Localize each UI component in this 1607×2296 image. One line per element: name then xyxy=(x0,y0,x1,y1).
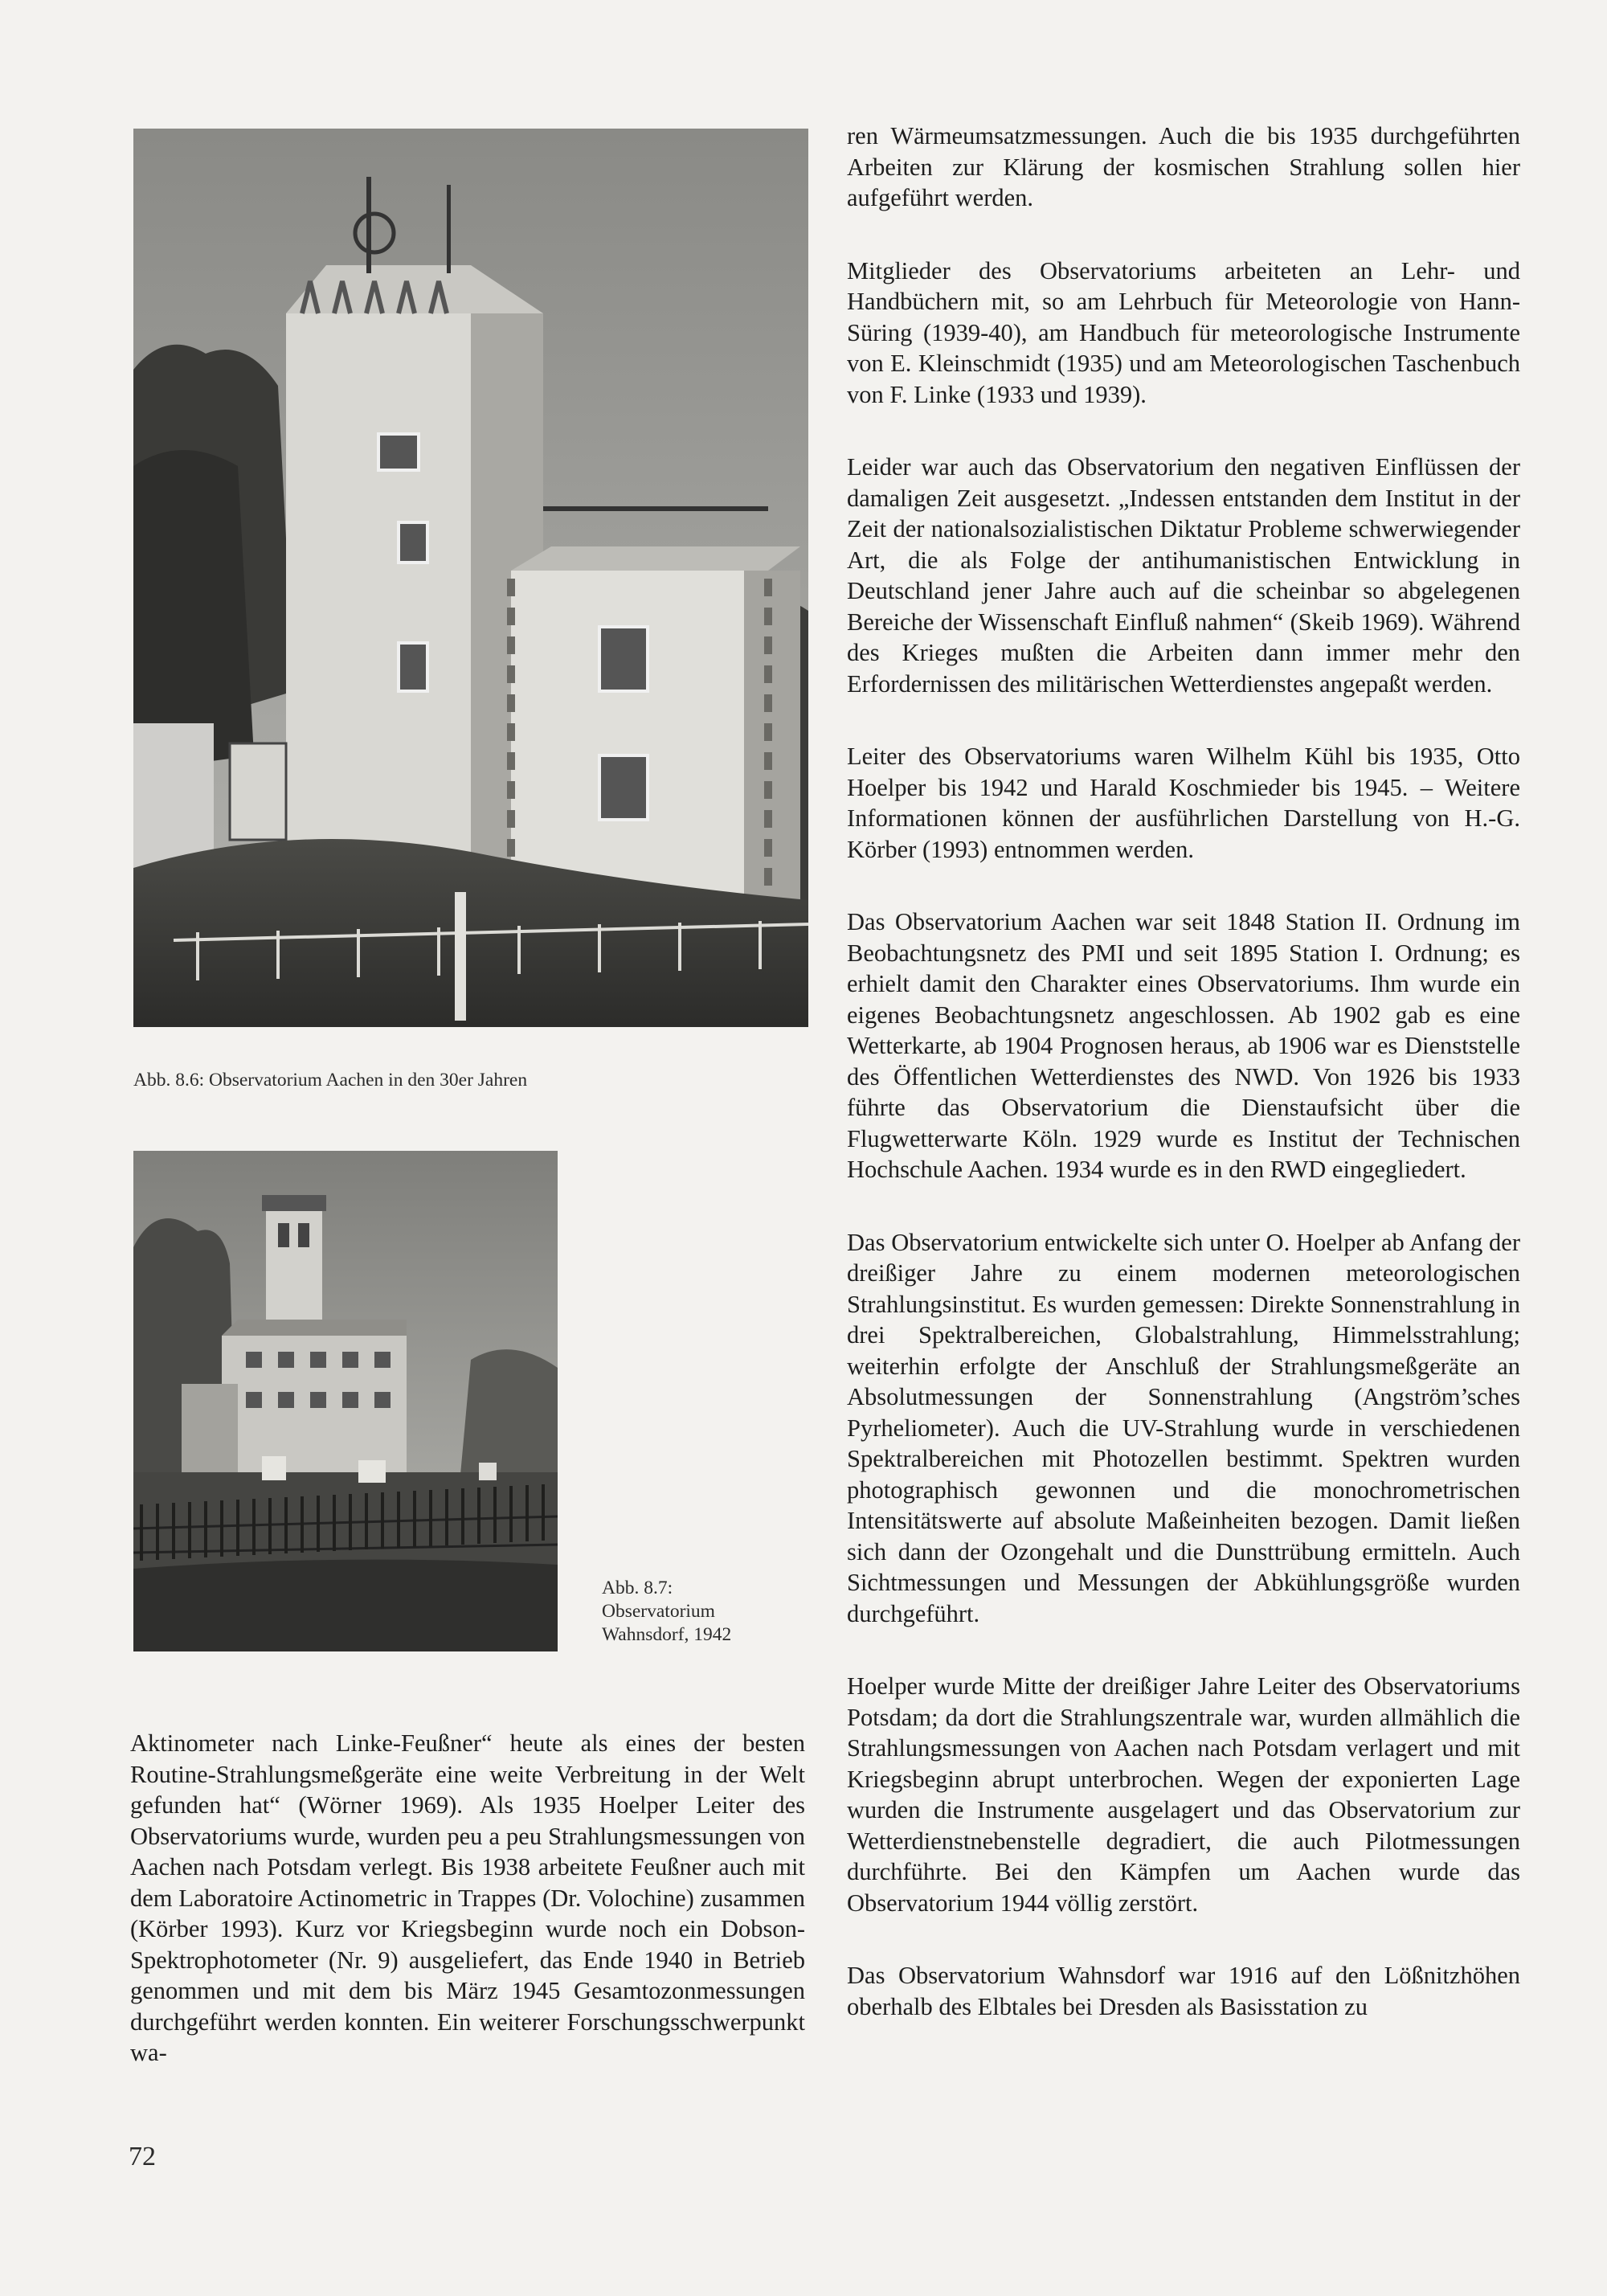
body-paragraph: Das Observatorium Wahnsdorf war 1916 auf den Lößnitzhöhen oberhalb des Elbtales bei Dresden als Basisstation zu xyxy=(847,1962,1520,2020)
body-paragraph: Leiter des Observatoriums waren Wilhelm Kühl bis 1935, Otto Hoelper bis 1942 und Harald Koschmieder bis 1945. – Weitere Informationen können der ausführlichen Darstellung von H.-G. Körber (1993) entnommen werden. xyxy=(847,743,1520,863)
body-paragraph: Hoelper wurde Mitte der dreißiger Jahre Leiter des Observatoriums Potsdam; da dort die Strahlungszentrale war, wurden allmählich die Strahlungsmessungen von Aachen nach Potsdam verlagert und mit Kriegsbeginn abrupt unterbrochen. Wegen der exponierten Lage wurden die Instrumente ausgelagert und das Observatorium zur Wetterdienstnebenstelle degradiert, die auch Pilotmessungen durchführte. Bei den Kämpfen um Aachen wurde das Observatorium 1944 völlig zerstört. xyxy=(847,1672,1520,1917)
body-paragraph: Das Observatorium Aachen war seit 1848 Station II. Ordnung im Beobachtungsnetz des PMI und seit 1895 Station I. Ordnung; es erhielt damit den Charakter eines Observatoriums. Ihm wurde ein eigenes Beobachtungsnetz angeschlossen. Ab 1902 gab es eine Wetterkarte, ab 1904 Prognosen heraus, ab 1906 war es Dienststelle des Öffentlichen Wetterdienstes des NWD. Von 1926 bis 1933 führte das Observatorium die Dienstaufsicht über die Flugwetterwarte Köln. 1929 wurde es Institut der Technischen Hochschule Aachen. 1934 wurde es in den RWD eingegliedert. xyxy=(847,908,1520,1183)
figure-caption-8-6: Abb. 8.6: Observatorium Aachen in den 30er Jahren xyxy=(133,1070,528,1091)
body-paragraph: Aktinometer nach Linke-Feußner“ heute als eines der besten Routine-Strahlungsmeßgeräte eine weite Verbreitung in der Welt gefunden hat“ (Wörner 1969). Als 1935 Hoelper Leiter des Observatoriums wurde, wurden peu a peu Strahlungsmessungen von Aachen nach Potsdam verlegt. Bis 1938 arbeitete Feußner auch mit dem Laboratoire Actinometric in Trappes (Dr. Volochine) zusammen (Körber 1993). Kurz vor Kriegsbeginn wurde noch ein Dobson-Spektrophotometer (Nr. 9) ausgeliefert, das Ende 1940 in Betrieb genommen und mit dem bis März 1945 Gesamtozonmessungen durchgeführt werden konnten. Ein weiterer Forschungsschwerpunkt wa- xyxy=(130,1729,805,2066)
photo-observatorium-wahnsdorf xyxy=(133,1151,558,1651)
figure-caption-8-7 xyxy=(602,1577,779,1647)
figure-caption-8-7-line: Wahnsdorf, 1942 xyxy=(602,1624,732,1645)
body-paragraph: Leider war auch das Observatorium den negativen Einflüssen der damaligen Zeit ausgesetzt. „Indessen entstanden dem Institut in der Zeit der nationalsozialistischen Diktatur Probleme schwerwiegender Art, die als Folge der antihumanistischen Entwicklung in Deutschland jener Jahre auch auf die scheinbar so abgelegenen Bereiche der Wissenschaft Einfluß nahmen“ (Skeib 1969). Während des Krieges mußten die Arbeiten dann immer mehr den Erfordernissen des militärischen Wetterdienstes angepaßt werden. xyxy=(847,453,1520,698)
photo-observatorium-aachen xyxy=(133,129,808,1027)
figure-caption-8-7-line: Abb. 8.7: xyxy=(602,1578,673,1598)
page-number: 72 xyxy=(129,2142,156,2171)
body-paragraph: Das Observatorium entwickelte sich unter O. Hoelper ab Anfang der dreißiger Jahre zu einem modernen meteorologischen Strahlungsinstitut. Es wurden gemessen: Direkte Sonnenstrahlung in drei Spektralbereichen, Globalstrahlung, Himmelsstrahlung; weiterhin erfolgte der Anschluß der Strahlungsmeßgeräte an Absolutmessungen der Sonnenstrahlung (Angström’sches Pyrheliometer). Auch die UV-Strahlung wurde in verschiedenen Spektralbereichen mit Photozellen bestimmt. Spektren wurden photographisch gewonnen und die monochrometrischen Intensitätswerte auf absolute Maßeinheiten bezogen. Damit ließen sich dann der Ozongehalt und die Dunsttrübung ermitteln. Auch Sichtmessungen und Messungen der Abkühlungsgröße wurden durchgeführt. xyxy=(847,1228,1520,1627)
body-paragraph: Mitglieder des Observatoriums arbeiteten an Lehr- und Handbüchern mit, so am Lehrbuch für Meteorologie von Hann-Süring (1939-40), am Handbuch für meteorologische Instrumente von E. Kleinschmidt (1935) und am Meteorologischen Taschenbuch von F. Linke (1933 und 1939). xyxy=(847,256,1520,408)
body-paragraph: ren Wärmeumsatzmessungen. Auch die bis 1935 durchgeführten Arbeiten zur Klärung der kosmischen Strahlung sollen hier aufgeführt werden. xyxy=(847,122,1520,211)
left-text-column xyxy=(130,1728,805,2069)
right-text-column xyxy=(847,121,1520,2022)
figure-caption-8-7-line: Observatorium xyxy=(602,1601,715,1622)
